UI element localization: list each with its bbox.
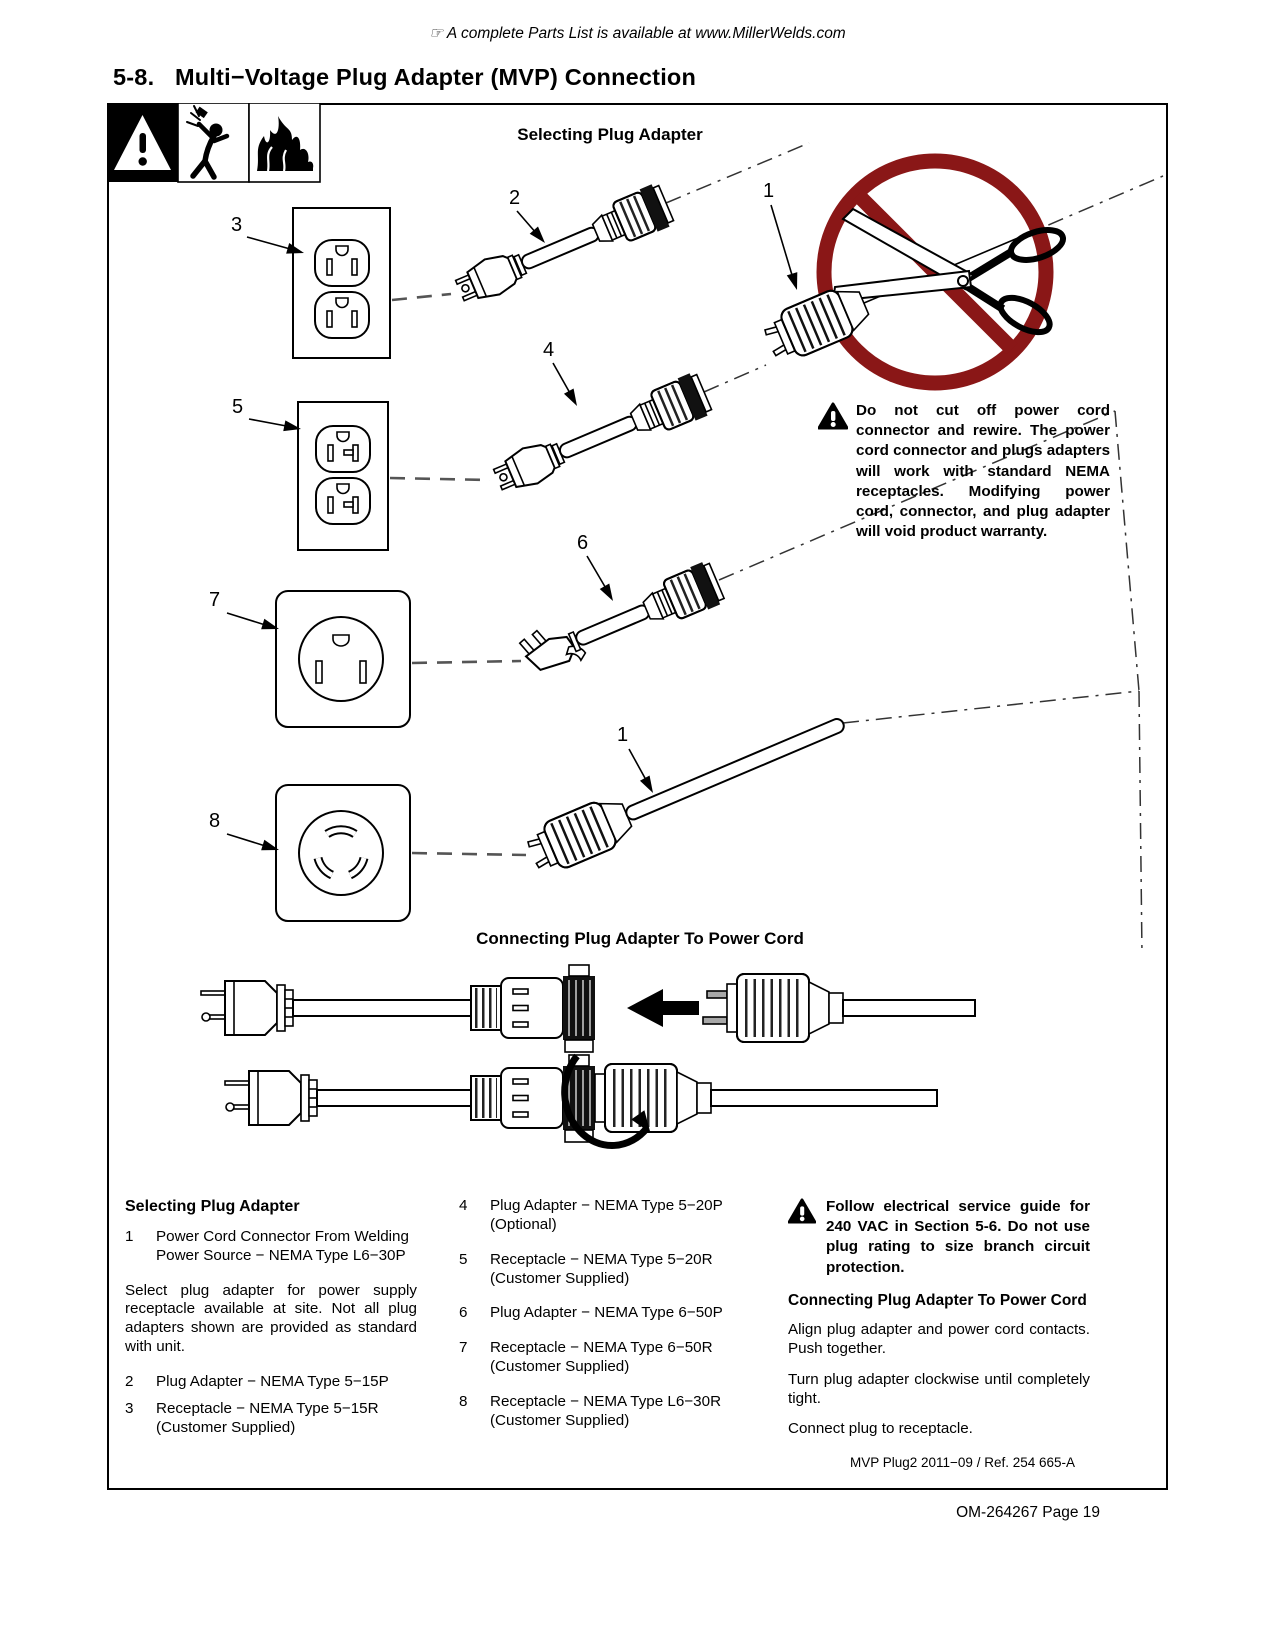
legend-item-number: 5: [459, 1250, 468, 1268]
service-guide-warning-text: Follow electrical service guide for 240 VAC in Section 5-6. Do not use plug rating to size branch circuit protection.: [826, 1198, 1090, 1276]
plug-adapter-5-15p: [451, 182, 675, 312]
callout-7: 7: [209, 589, 221, 611]
connecting-subheading: Connecting Plug Adapter To Power Cord: [788, 1291, 1087, 1309]
legend-item-2: [125, 1373, 417, 1392]
dashed-line-3-2: [392, 294, 451, 300]
step-connect-plug: Connect plug to receptacle.: [788, 1420, 973, 1438]
legend-item-8: [459, 1393, 746, 1431]
parts-list-note: [0, 24, 1275, 43]
legend-item-text: Receptacle − NEMA Type 5−20R (Customer Supplied): [490, 1250, 713, 1287]
section-number: 5-8.: [113, 64, 155, 90]
warning-triangle-icon: [788, 1198, 816, 1230]
callout-1-top: 1: [763, 180, 775, 202]
callout-8: 8: [209, 810, 221, 832]
parts-list-note-text: A complete Parts List is available at www.MillerWelds.com: [446, 25, 846, 42]
twist-tight-diagram: [225, 1055, 937, 1145]
page-number: OM-264267 Page 19: [956, 1504, 1100, 1521]
receptacle-5-20r: [298, 402, 388, 550]
legend-item-number: 4: [459, 1197, 468, 1214]
step-align-push: Align plug adapter and power cord contacts. Push together.: [788, 1321, 1090, 1357]
legend-item-text: Receptacle − NEMA Type 6−50R (Customer Supplied): [490, 1339, 713, 1376]
callout-5: 5: [232, 396, 244, 418]
instructions-column: [788, 1197, 1090, 1439]
connecting-heading: Connecting Plug Adapter To Power Cord: [476, 929, 804, 948]
no-cut-warning-text: Do not cut off power cord connector and rewire. The power cord connector and plugs adapters will work with standard NEMA receptacles. Modifying power cord, connector, and plug adapter will void product warranty.: [856, 402, 1111, 541]
safety-icon-strip: [107, 103, 320, 182]
legend-item-number: 1: [125, 1227, 134, 1245]
legend-column-1: [125, 1197, 417, 1453]
pointing-hand-icon: ☞: [429, 25, 444, 42]
legend-item-5: [459, 1251, 746, 1289]
legend-item-text: Receptacle − NEMA Type L6−30R (Customer Supplied): [490, 1392, 722, 1429]
warning-triangle-icon: [818, 402, 848, 436]
legend-column-2: [459, 1197, 746, 1447]
power-cord-connector-l6-30p: [523, 700, 853, 878]
receptacle-6-50r: [276, 591, 410, 727]
callout-6: 6: [577, 532, 589, 554]
service-guide-warning: [788, 1197, 1090, 1278]
receptacle-l6-30r: [276, 785, 410, 921]
legend-heading: Selecting Plug Adapter: [125, 1198, 300, 1215]
legend-item-4: [459, 1197, 746, 1235]
callout-4: 4: [543, 339, 555, 361]
callout-1-bottom: 1: [617, 724, 629, 746]
plug-adapter-5-20p: [489, 371, 713, 501]
legend-item-number: 7: [459, 1339, 468, 1357]
dashed-line-5-4: [390, 478, 490, 480]
step-turn-clockwise: Turn plug adapter clockwise until completely tight.: [788, 1370, 1090, 1407]
no-cutting-prohibition-sign: [824, 161, 1067, 383]
no-cut-warning: [818, 401, 1110, 543]
dashed-line-8-1: [412, 853, 526, 855]
receptacle-5-15r: [293, 208, 390, 358]
legend-item-number: 6: [459, 1304, 468, 1322]
legend-item-number: 8: [459, 1392, 468, 1410]
connecting-diagram: [107, 956, 1168, 1160]
dashed-line-7-6: [412, 661, 521, 663]
plug-adapter-6-50p: [518, 558, 726, 682]
legend-item-number: 2: [125, 1372, 134, 1390]
legend-item-7: [459, 1339, 746, 1377]
push-arrow-icon: [627, 989, 699, 1027]
legend-item-1: [125, 1228, 417, 1266]
figure-reference: MVP Plug2 2011−09 / Ref. 254 665-A: [849, 1455, 1075, 1470]
section-title-row: [113, 64, 696, 91]
legend-item-3: [125, 1400, 417, 1438]
dash-dot-lines: [666, 143, 1142, 955]
legend-item-6: [459, 1304, 746, 1323]
legend-item-text: Plug Adapter − NEMA Type 5−15P: [156, 1372, 389, 1390]
legend-item-text: Plug Adapter − NEMA Type 6−50P: [490, 1304, 723, 1322]
push-together-diagram: [201, 965, 975, 1052]
legend-note: Select plug adapter for power supply receptacle available at site. Not all plug adapters shown are provided as standard with unit.: [125, 1281, 417, 1356]
selecting-plug-adapter-heading: Selecting Plug Adapter: [517, 125, 703, 144]
callout-3: 3: [231, 214, 243, 236]
page-title: Multi−Voltage Plug Adapter (MVP) Connection: [175, 64, 697, 90]
legend-item-number: 3: [125, 1399, 134, 1417]
legend-item-text: Power Cord Connector From Welding Power Source − NEMA Type L6−30P: [156, 1227, 409, 1264]
legend-item-text: Receptacle − NEMA Type 5−15R (Customer Supplied): [156, 1399, 379, 1436]
legend-item-text: Plug Adapter − NEMA Type 5−20P (Optional): [490, 1197, 723, 1233]
callout-2: 2: [509, 187, 521, 209]
